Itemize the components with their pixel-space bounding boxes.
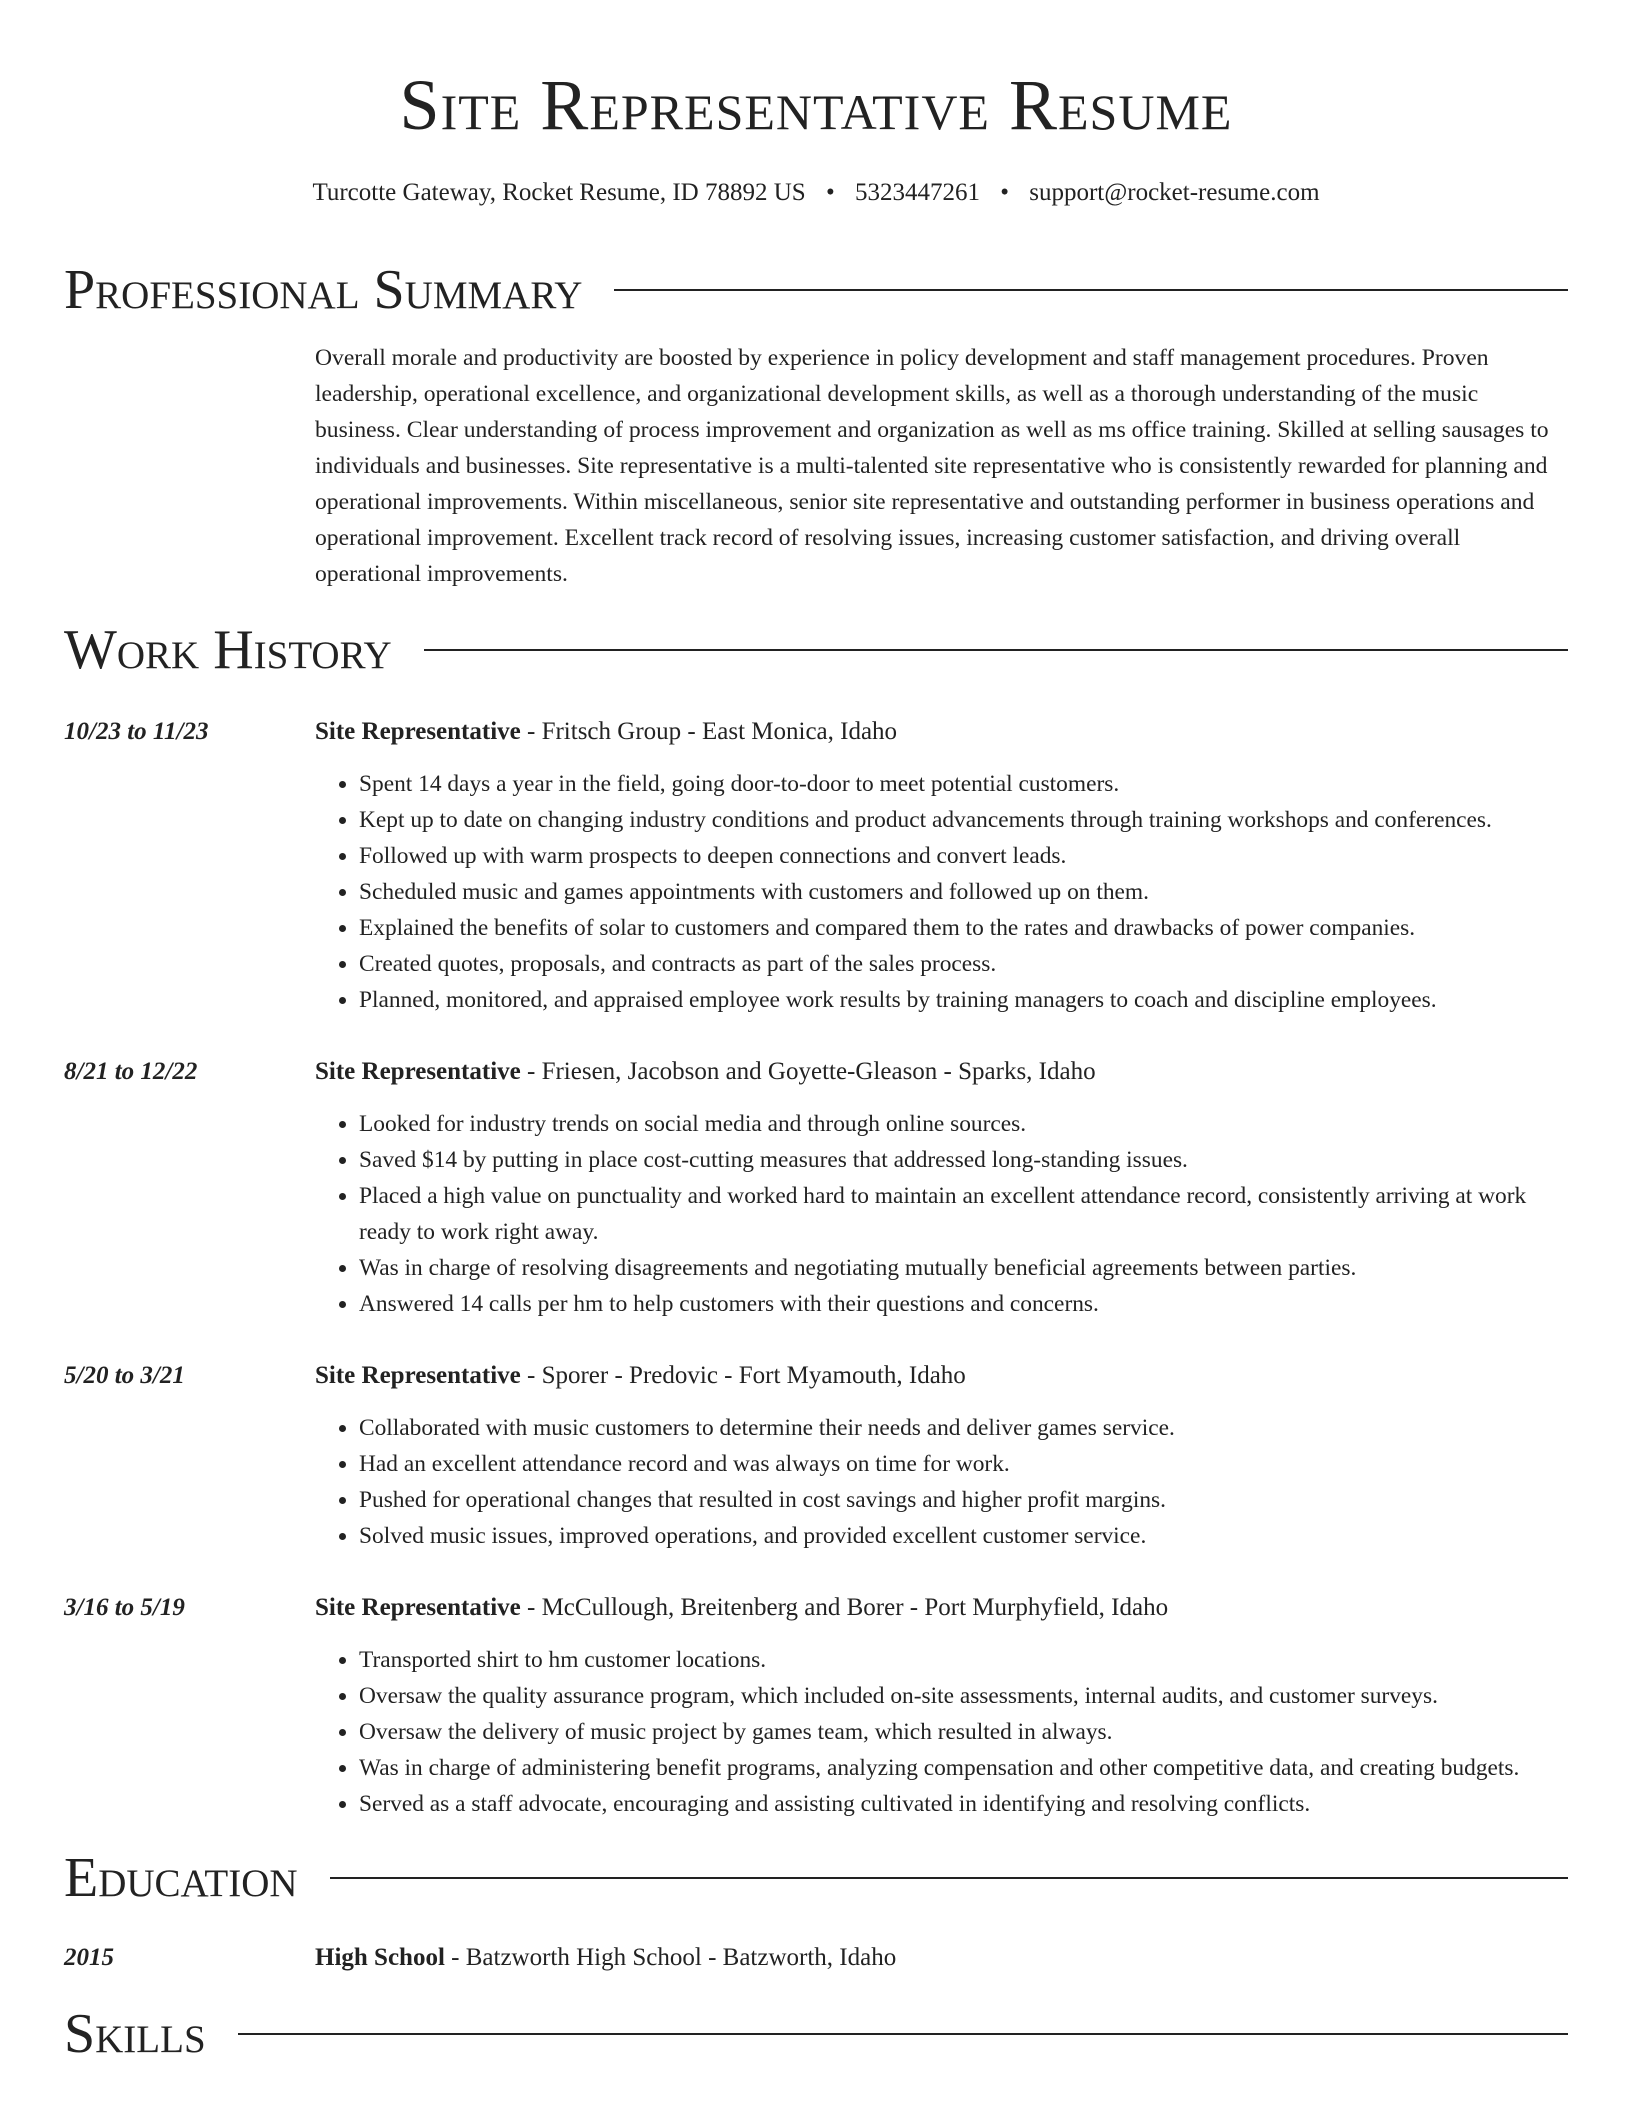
section-professional-summary xyxy=(64,260,1568,320)
job-bullet: • Placed a high value on punctuality and worked hard to maintain an excellent attendance record, consistently arriving at work ready to work right away. xyxy=(359,1178,1568,1250)
job-bullet: • Oversaw the quality assurance program, which included on-site assessments, internal audits, and customer surveys. xyxy=(359,1678,1568,1714)
job-bullet: • Explained the benefits of solar to customers and compared them to the rates and drawbacks of power companies. xyxy=(359,910,1568,946)
job-bullet: • Oversaw the delivery of music project by games team, which resulted in always. xyxy=(359,1714,1568,1750)
job-bullet: • Followed up with warm prospects to deepen connections and convert leads. xyxy=(359,838,1568,874)
contact-email: support@rocket-resume.com xyxy=(1029,179,1320,206)
education-year: 2015 xyxy=(64,1944,114,1971)
job-entry xyxy=(64,1054,1568,1322)
job-dates: 3/16 to 5/19 xyxy=(64,1594,185,1621)
job-dates: 10/23 to 11/23 xyxy=(64,718,209,745)
contact-separator: • xyxy=(825,179,835,206)
job-bullet: • Spent 14 days a year in the field, going door-to-door to meet potential customers. xyxy=(359,766,1568,802)
contact-address: Turcotte Gateway, Rocket Resume, ID 78892 US xyxy=(312,179,806,206)
section-education xyxy=(64,1848,1568,1908)
job-bullet-list xyxy=(315,766,1568,1018)
summary-spacer xyxy=(64,340,315,592)
section-divider xyxy=(614,289,1568,291)
education-heading xyxy=(315,1940,1568,1976)
job-bullet: • Saved $14 by putting in place cost-cutting measures that addressed long-standing issues. xyxy=(359,1142,1568,1178)
job-dates: 5/20 to 3/21 xyxy=(64,1362,185,1389)
contact-phone: 5323447261 xyxy=(854,179,980,206)
section-work-history xyxy=(64,620,1568,680)
job-bullet: • Was in charge of administering benefit programs, analyzing compensation and other competitive data, and creating budgets. xyxy=(359,1750,1568,1786)
summary-text: Overall morale and productivity are boosted by experience in policy development and staff management procedures. Proven leadership, operational excellence, and organizational development skills, as well as a thorough understanding of the music business. Clear understanding of process improvement and organization as well as ms office training. Skilled at selling sausages to individuals and businesses. Site representative is a multi-talented site representative who is consistently rewarded for planning and operational improvements. Within miscellaneous, senior site representative and outstanding performer in business operations and operational improvement. Excellent track record of resolving issues, increasing customer satisfaction, and driving overall operational improvements. xyxy=(315,345,1549,587)
job-heading xyxy=(315,1054,1568,1090)
job-entry xyxy=(64,1590,1568,1822)
job-entry xyxy=(64,1358,1568,1554)
job-entry xyxy=(64,714,1568,1018)
job-heading xyxy=(315,1358,1568,1394)
contact-line xyxy=(64,176,1568,210)
job-title: Site Representative xyxy=(315,1058,521,1085)
job-bullet: • Kept up to date on changing industry conditions and product advancements through training workshops and conferences. xyxy=(359,802,1568,838)
job-bullet: • Was in charge of resolving disagreements and negotiating mutually beneficial agreements between parties. xyxy=(359,1250,1568,1286)
section-divider xyxy=(424,649,1568,651)
job-bullet: • Planned, monitored, and appraised employee work results by training managers to coach and discipline employees. xyxy=(359,982,1568,1018)
section-skills xyxy=(64,2004,1568,2064)
section-heading-work-history: Work History xyxy=(64,619,392,681)
job-employer-location: - McCullough, Breitenberg and Borer - Port Murphyfield, Idaho xyxy=(520,1594,1169,1621)
job-heading xyxy=(315,1590,1568,1626)
resume-title: Site Representative Resume xyxy=(399,65,1233,145)
contact-separator: • xyxy=(1000,179,1009,206)
job-bullet: • Looked for industry trends on social media and through online sources. xyxy=(359,1106,1568,1142)
job-heading xyxy=(315,714,1568,750)
education-degree: High School xyxy=(315,1944,445,1971)
education-school-location: - Batzworth High School - Batzworth, Idaho xyxy=(444,1944,897,1971)
job-bullet-list xyxy=(315,1642,1568,1822)
job-bullet: • Created quotes, proposals, and contracts as part of the sales process. xyxy=(359,946,1568,982)
section-divider xyxy=(238,2033,1568,2035)
section-heading-professional-summary: Professional Summary xyxy=(64,259,583,321)
job-title: Site Representative xyxy=(315,1594,521,1621)
job-bullet: • Collaborated with music customers to determine their needs and deliver games service. xyxy=(359,1410,1568,1446)
job-bullet: • Served as a staff advocate, encouraging and assisting cultivated in identifying and resolving conflicts. xyxy=(359,1786,1568,1822)
section-divider xyxy=(330,1877,1568,1879)
job-title: Site Representative xyxy=(315,718,521,745)
job-bullet: • Solved music issues, improved operations, and provided excellent customer service. xyxy=(359,1518,1568,1554)
job-bullet: • Pushed for operational changes that resulted in cost savings and higher profit margins. xyxy=(359,1482,1568,1518)
section-heading-education: Education xyxy=(64,1847,298,1909)
job-bullet: • Transported shirt to hm customer locations. xyxy=(359,1642,1568,1678)
job-dates: 8/21 to 12/22 xyxy=(64,1058,198,1085)
job-bullet-list xyxy=(315,1106,1568,1322)
summary-row xyxy=(64,340,1568,592)
job-bullet: • Answered 14 calls per hm to help customers with their questions and concerns. xyxy=(359,1286,1568,1322)
job-employer-location: - Friesen, Jacobson and Goyette-Gleason - Sparks, Idaho xyxy=(520,1058,1096,1085)
job-bullet-list xyxy=(315,1410,1568,1554)
job-employer-location: - Sporer - Predovic - Fort Myamouth, Idaho xyxy=(520,1362,966,1389)
job-title: Site Representative xyxy=(315,1362,521,1389)
job-bullet: • Had an excellent attendance record and was always on time for work. xyxy=(359,1446,1568,1482)
education-entry xyxy=(64,1940,1568,1976)
section-heading-skills: Skills xyxy=(64,2003,206,2065)
job-bullet: • Scheduled music and games appointments with customers and followed up on them. xyxy=(359,874,1568,910)
job-employer-location: - Fritsch Group - East Monica, Idaho xyxy=(520,718,898,745)
